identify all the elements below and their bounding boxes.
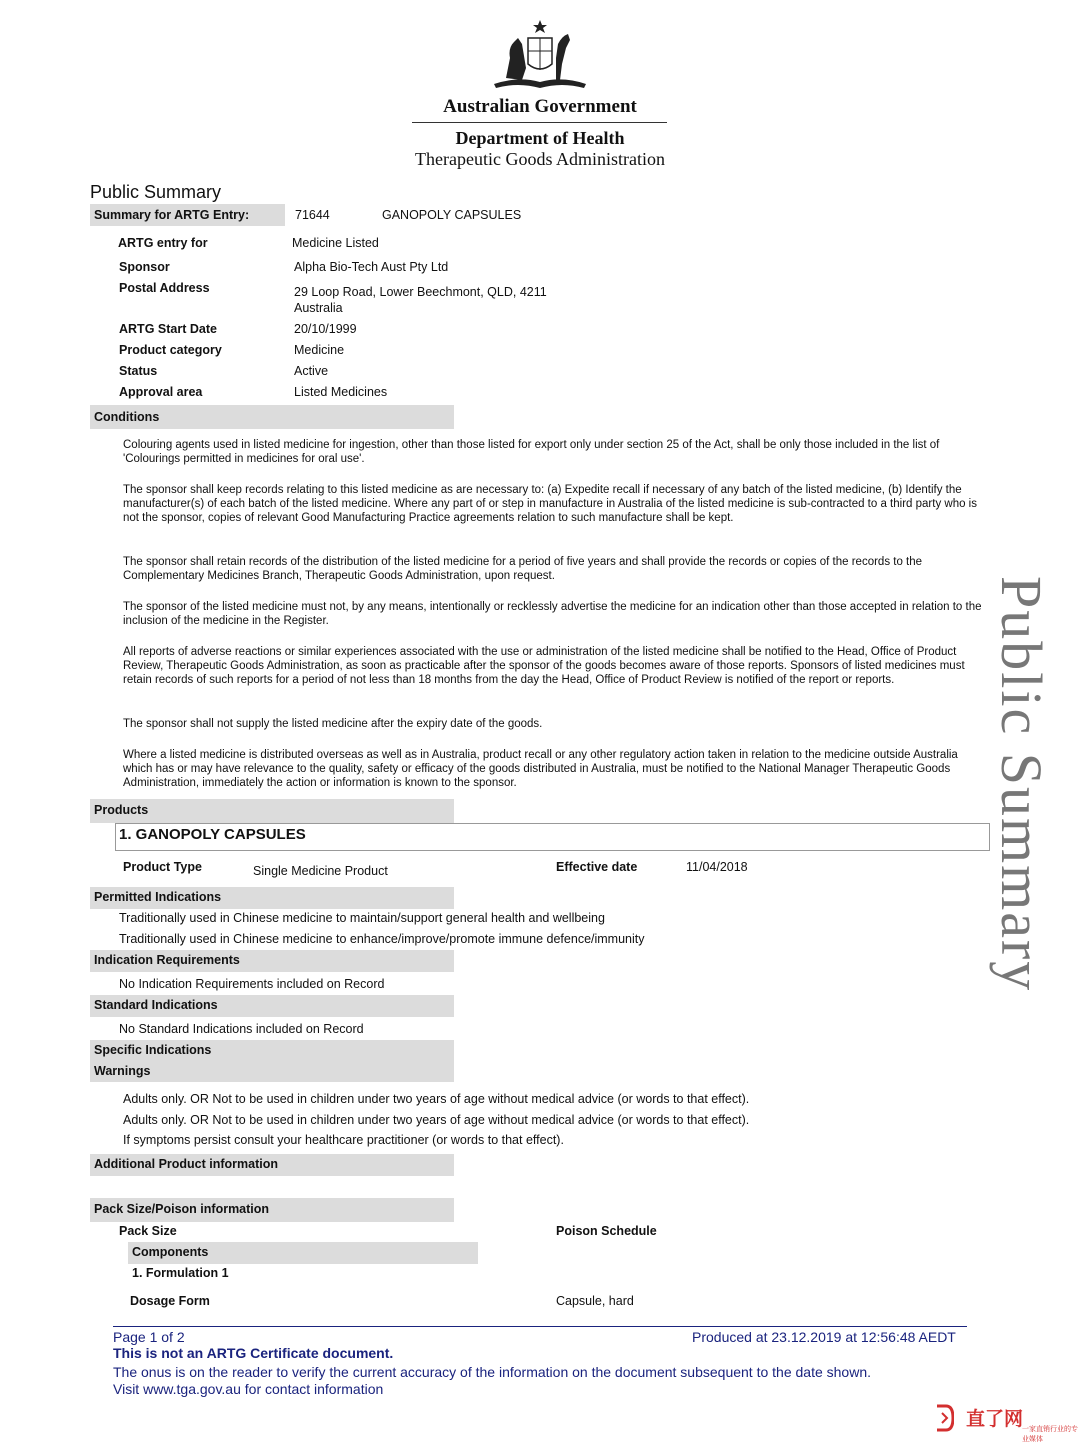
indication-item: Traditionally used in Chinese medicine to maintain/support general health and wellbeing <box>119 911 605 925</box>
status-label: Status <box>119 364 158 378</box>
specific-indications-heading: Specific Indications <box>94 1043 212 1057</box>
warning-item: Adults only. OR Not to be used in children under two years of age without medical advice (or words to that effect). <box>123 1113 750 1127</box>
permitted-indications-heading: Permitted Indications <box>94 890 222 904</box>
page-number: Page 1 of 2 <box>113 1329 185 1345</box>
postal-address-label: Postal Address <box>119 281 210 295</box>
effective-date-label: Effective date <box>556 860 638 874</box>
artg-entry-number: 71644 <box>295 208 330 222</box>
postal-address-line2: Australia <box>294 301 343 315</box>
contact-info-link[interactable]: Visit www.tga.gov.au for contact information <box>113 1381 384 1397</box>
product-category-label: Product category <box>119 343 222 357</box>
standard-indications-text: No Standard Indications included on Record <box>119 1022 364 1036</box>
pack-size-heading: Pack Size/Poison information <box>94 1202 270 1216</box>
warning-item: Adults only. OR Not to be used in children under two years of age without medical advice (or words to that effect). <box>123 1092 750 1106</box>
approval-area-value: Listed Medicines <box>294 385 388 399</box>
effective-date-value: 11/04/2018 <box>686 860 748 874</box>
condition-paragraph: The sponsor shall not supply the listed medicine after the expiry date of the goods. <box>123 718 543 730</box>
summary-product-name: GANOPOLY CAPSULES <box>382 208 522 222</box>
additional-info-heading: Additional Product information <box>94 1157 279 1171</box>
footer-rule <box>113 1326 967 1327</box>
indication-item: Traditionally used in Chinese medicine to enhance/improve/promote immune defence/immunity <box>119 932 645 946</box>
condition-paragraph: The sponsor shall keep records relating to this listed medicine as are necessary to: (a) Expedite recall if necessary of any batch of the listed medicine, (b) Identify the manufacturer(s) of each batch of the listed medicine. Where any part of or step in manufacture in Australia of the listed medicine is sub-contracted to a third party who is not the sponsor, copies of relevant Good Manufacturing Practice agreements relation to such manufacture shall be kept. <box>123 484 977 524</box>
department-title: Department of Health <box>455 128 625 148</box>
product-title: 1. GANOPOLY CAPSULES <box>119 826 306 843</box>
formulation-label: 1. Formulation 1 <box>132 1266 229 1280</box>
condition-paragraph: All reports of adverse reactions or similar experiences associated with the use or administration of the listed medicine shall be notified to the Head, Office of Product Review, Therapeutic Goods Administration, as soon as practicable after the sponsor of the goods becomes aware of those reports. Sponsors of listed medicines must retain records of such reports for a period of not less than 18 months from the day the Head, Office of Product Review is notified of the report or reports. <box>123 646 965 686</box>
sponsor-label: Sponsor <box>119 260 170 274</box>
warnings-heading: Warnings <box>94 1064 151 1078</box>
approval-area-label: Approval area <box>119 385 203 399</box>
indication-requirements-heading: Indication Requirements <box>94 953 240 967</box>
status-value: Active <box>294 364 329 378</box>
pack-size-label: Pack Size <box>119 1224 177 1238</box>
warning-item: If symptoms persist consult your healthcare practitioner (or words to that effect). <box>123 1133 564 1147</box>
condition-paragraph: The sponsor shall retain records of the distribution of the listed medicine for a period of five years and shall provide the records or copies of the records to the Complementary Medicines Branch, Therapeutic Goods Administration, upon request. <box>123 556 923 582</box>
dosage-form-label: Dosage Form <box>130 1294 210 1308</box>
artg-entry-for-value: Medicine Listed <box>292 236 379 250</box>
product-type-label: Product Type <box>123 860 202 874</box>
brand-logo-icon <box>934 1404 954 1432</box>
summary-label: Summary for ARTG Entry: <box>94 208 250 222</box>
start-date-value: 20/10/1999 <box>294 322 357 336</box>
postal-address-line1: 29 Loop Road, Lower Beechmont, QLD, 4211 <box>294 285 547 299</box>
coat-of-arms-logo <box>488 18 592 92</box>
product-type-value: Single Medicine Product <box>253 864 388 878</box>
indication-requirements-text: No Indication Requirements included on Record <box>119 977 385 991</box>
condition-paragraph: The sponsor of the listed medicine must not, by any means, intentionally or recklessly advertise the medicine for an indication other than those accepted in relation to the inclusion of the medicine in the Register. <box>123 601 982 627</box>
artg-entry-for-label: ARTG entry for <box>118 236 208 250</box>
produced-timestamp: Produced at 23.12.2019 at 12:56:48 AEDT <box>692 1329 956 1345</box>
public-summary-title: Public Summary <box>90 182 222 202</box>
onus-notice: The onus is on the reader to verify the current accuracy of the information on the document subsequent to the date shown. <box>113 1364 872 1380</box>
start-date-label: ARTG Start Date <box>119 322 217 336</box>
watermark-tagline: 一家直销行业的专业媒体 <box>1022 1426 1078 1443</box>
poison-schedule-label: Poison Schedule <box>556 1224 657 1238</box>
sponsor-value: Alpha Bio-Tech Aust Pty Ltd <box>294 260 449 274</box>
header-rule <box>412 122 667 123</box>
public-summary-side-text: Public Summary <box>989 576 1054 993</box>
government-title: Australian Government <box>443 96 637 117</box>
condition-paragraph: Where a listed medicine is distributed overseas as well as in Australia, product recall or any other regulatory action taken in relation to the medicine outside Australia which has or may have relevance to the quality, safety or efficacy of the goods distributed in Australia, must be notified to the National Manager Therapeutic Goods Administration, immediately the action or information is known to the sponsor. <box>123 749 958 789</box>
products-heading: Products <box>94 803 149 817</box>
dosage-form-value: Capsule, hard <box>556 1294 634 1308</box>
components-heading: Components <box>132 1245 209 1259</box>
product-category-value: Medicine <box>294 343 345 357</box>
agency-title: Therapeutic Goods Administration <box>415 149 665 169</box>
watermark-brand: 直了网 <box>966 1409 1024 1430</box>
certificate-notice: This is not an ARTG Certificate document. <box>113 1345 394 1361</box>
condition-paragraph: Colouring agents used in listed medicine for ingestion, other than those listed for export only under section 25 of the Act, shall be only those included in the list of 'Colourings permitted in medicines for oral use'. <box>123 439 940 465</box>
conditions-heading: Conditions <box>94 410 160 424</box>
standard-indications-heading: Standard Indications <box>94 998 218 1012</box>
